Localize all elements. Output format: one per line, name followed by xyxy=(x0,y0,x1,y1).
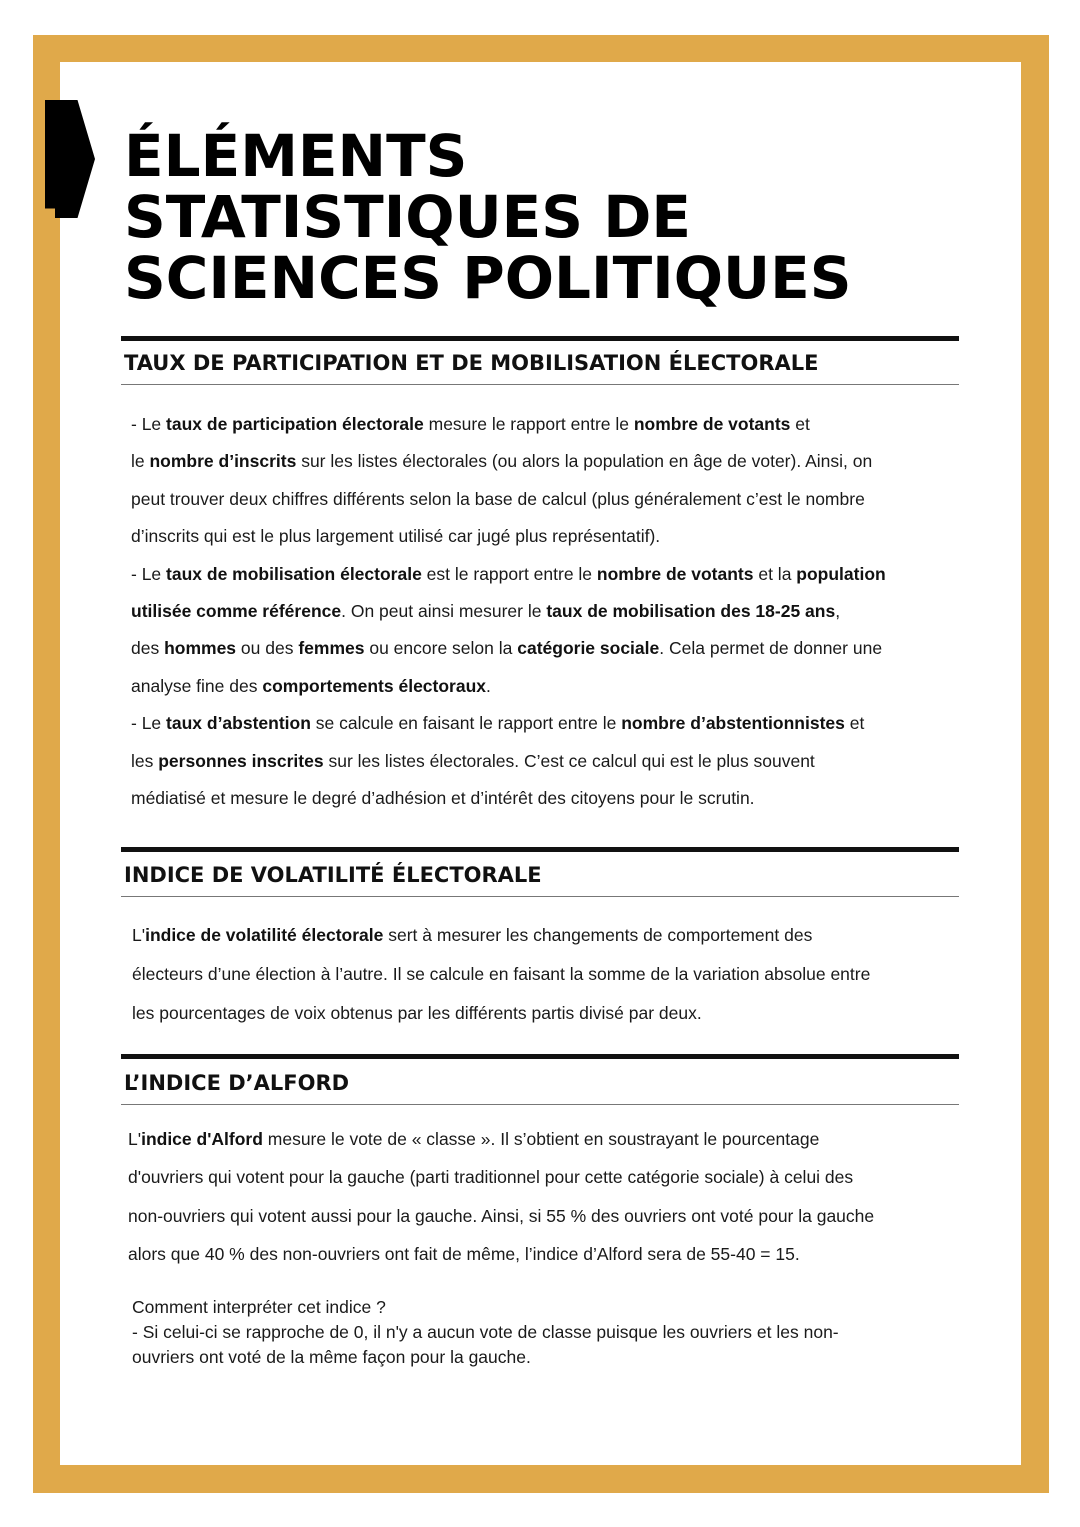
text-run: sur les listes électorales (ou alors la population en âge de voter). Ainsi, on xyxy=(296,451,873,472)
paragraph-line xyxy=(131,556,886,593)
bold-term: catégorie sociale xyxy=(517,638,660,659)
volatility-paragraph xyxy=(132,916,870,1032)
text-run: les xyxy=(131,750,159,771)
paragraph-line xyxy=(131,593,886,630)
section-heading-alford: L’INDICE D’ALFORD xyxy=(124,1071,350,1095)
paragraph-line xyxy=(131,481,886,518)
title-line: STATISTIQUES DE xyxy=(124,183,692,251)
participation-paragraph xyxy=(131,406,886,817)
text-run: et xyxy=(790,414,810,434)
text-run: analyse fine des xyxy=(131,675,263,696)
bold-term: nombre d’abstentionnistes xyxy=(621,713,845,734)
paragraph-line xyxy=(131,705,886,742)
text-run: se calcule en faisant le rapport entre le xyxy=(310,713,622,734)
text-run: mesure le vote de « classe ». Il s’obtient en soustrayant le pourcentage xyxy=(262,1129,820,1149)
paragraph-line xyxy=(131,443,886,480)
paragraph-line xyxy=(131,668,886,705)
paragraph-line xyxy=(128,1197,874,1235)
text-run: le xyxy=(131,451,150,472)
paragraph-line xyxy=(132,955,870,994)
text-run: non-ouvriers qui votent aussi pour la gauche. Ainsi, si 55 % des ouvriers ont voté pour la gauche xyxy=(128,1205,875,1226)
paragraph-line xyxy=(131,518,886,555)
text-run: peut trouver deux chiffres différents selon la base de calcul (plus généralement c’est le nombre xyxy=(131,488,865,509)
section-bottom-rule xyxy=(121,896,959,897)
text-run: sert à mesurer les changements de comportement des xyxy=(383,925,813,945)
text-run: ou des xyxy=(236,638,299,659)
bold-term: indice de volatilité électorale xyxy=(145,925,384,945)
interpretation-line: - Si celui-ci se rapproche de 0, il n'y a aucun vote de classe puisque les ouvriers et les non- xyxy=(132,1321,839,1342)
text-run: alors que 40 % des non-ouvriers ont fait de même, l’indice d’Alford sera de 55-40 = 15. xyxy=(128,1243,800,1264)
text-run: et la xyxy=(753,563,797,584)
text-run: - Le xyxy=(131,713,167,734)
bold-term: nombre d’inscrits xyxy=(149,451,297,472)
text-run: des xyxy=(131,638,165,659)
paragraph-line xyxy=(131,406,886,443)
paragraph-line xyxy=(131,743,886,780)
section-heading-volatility: INDICE DE VOLATILITÉ ÉLECTORALE xyxy=(124,863,542,887)
text-run: . Cela permet de donner une xyxy=(659,638,883,659)
text-run: est le rapport entre le xyxy=(421,563,597,584)
paragraph-line xyxy=(132,994,870,1033)
bold-term: population xyxy=(796,563,886,584)
text-run: d’inscrits qui est le plus largement utilisé car jugé plus représentatif). xyxy=(131,526,661,547)
text-run: L' xyxy=(128,1129,142,1149)
text-run: d'ouvriers qui votent pour la gauche (parti traditionnel pour cette catégorie sociale) à celui des xyxy=(128,1167,854,1188)
paragraph-line xyxy=(131,630,886,667)
paragraph-line xyxy=(132,916,870,955)
text-run: , xyxy=(835,601,841,622)
text-run: L' xyxy=(132,925,146,945)
text-run: sur les listes électorales. C’est ce calcul qui est le plus souvent xyxy=(323,750,815,771)
section-top-rule xyxy=(121,336,959,341)
alford-interpretation xyxy=(132,1295,839,1369)
alford-paragraph xyxy=(128,1120,874,1273)
section-bottom-rule xyxy=(121,384,959,385)
bold-term: taux d’abstention xyxy=(166,713,311,734)
title-line: SCIENCES POLITIQUES xyxy=(124,244,852,312)
section-bottom-rule xyxy=(121,1104,959,1105)
bold-term: taux de mobilisation électorale xyxy=(166,563,422,584)
bold-term: personnes inscrites xyxy=(158,750,324,771)
text-run: et xyxy=(844,713,865,734)
bold-term: nombre de votants xyxy=(633,414,791,434)
bold-term: comportements électoraux xyxy=(262,675,487,696)
text-run: les pourcentages de voix obtenus par les différents partis divisé par deux. xyxy=(132,1002,702,1023)
page-title xyxy=(124,122,852,312)
paragraph-line xyxy=(128,1158,874,1196)
bold-term: hommes xyxy=(164,638,237,659)
text-run: . xyxy=(486,675,491,696)
bold-term: taux de mobilisation des 18-25 ans xyxy=(546,601,836,622)
paragraph-line xyxy=(128,1120,874,1158)
bold-term: femmes xyxy=(298,638,365,659)
text-run: électeurs d’une élection à l’autre. Il se calcule en faisant la somme de la variation absolue entre xyxy=(132,963,871,984)
text-run: médiatisé et mesure le degré d’adhésion et d’intérêt des citoyens pour le scrutin. xyxy=(131,788,755,809)
text-run: - Le xyxy=(131,563,167,584)
bold-term: nombre de votants xyxy=(596,563,754,584)
section-top-rule xyxy=(121,847,959,852)
title-line: ÉLÉMENTS xyxy=(124,122,468,190)
bold-term: indice d'Alford xyxy=(141,1129,263,1149)
interpretation-question: Comment interpréter cet indice ? xyxy=(132,1297,386,1317)
text-run: mesure le rapport entre le xyxy=(423,414,634,434)
section-heading-participation: TAUX DE PARTICIPATION ET DE MOBILISATION ÉLECTORALE xyxy=(124,351,819,375)
interpretation-line: ouvriers ont voté de la même façon pour la gauche. xyxy=(132,1346,531,1367)
section-top-rule xyxy=(121,1054,959,1059)
bold-term: taux de participation électorale xyxy=(166,414,424,434)
paragraph-line xyxy=(128,1235,874,1273)
text-run: ou encore selon la xyxy=(364,638,518,659)
text-run: . On peut ainsi mesurer le xyxy=(341,601,547,622)
bold-term: utilisée comme référence xyxy=(131,601,342,622)
paragraph-line xyxy=(131,780,886,817)
text-run: - Le xyxy=(131,414,167,434)
